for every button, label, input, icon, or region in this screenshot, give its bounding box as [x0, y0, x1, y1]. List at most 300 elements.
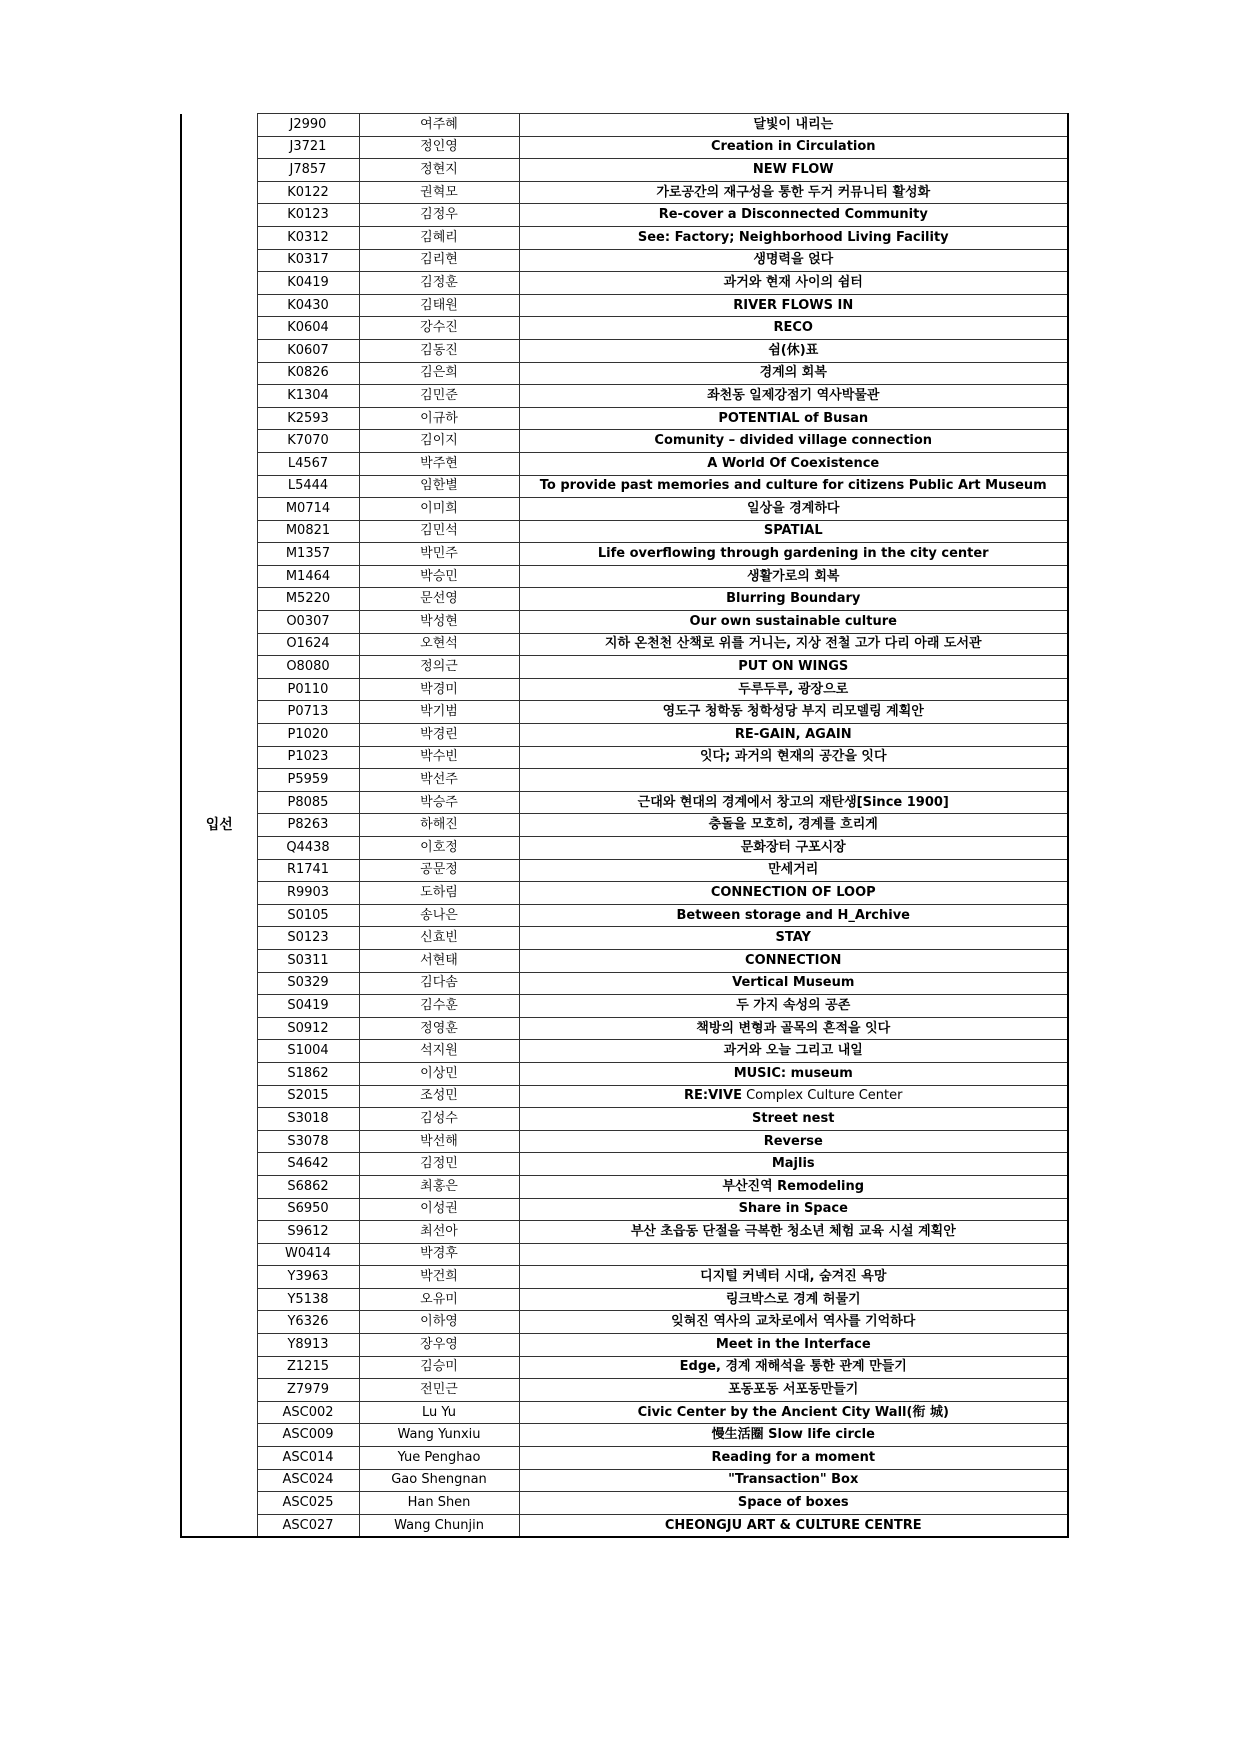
project-title-text: Blurring Boundary — [726, 591, 861, 607]
entrant-name-cell: 이호정 — [359, 837, 519, 860]
project-title-cell — [519, 1447, 1068, 1470]
entrant-name-cell: 박경후 — [359, 1243, 519, 1266]
entry-id-cell: ASC027 — [257, 1514, 359, 1537]
table-row — [181, 633, 1068, 656]
project-title-text: A World Of Coexistence — [707, 455, 880, 471]
entry-id-cell: K2593 — [257, 407, 359, 430]
project-title-cell — [519, 1424, 1068, 1447]
table-row — [181, 407, 1068, 430]
table-row — [181, 1311, 1068, 1334]
entry-id-cell: S1004 — [257, 1040, 359, 1063]
table-row — [181, 1198, 1068, 1221]
entry-id-cell: M0821 — [257, 520, 359, 543]
project-title-text: Majlis — [771, 1156, 815, 1172]
project-title-cell — [519, 1040, 1068, 1063]
entry-id-cell: K0607 — [257, 339, 359, 362]
entry-id-cell: K0430 — [257, 294, 359, 317]
project-title-cell — [519, 1334, 1068, 1357]
entrant-name-cell: 이미희 — [359, 498, 519, 521]
entry-id-cell: S3018 — [257, 1108, 359, 1131]
entry-id-cell: K7070 — [257, 430, 359, 453]
project-title-cell — [519, 1198, 1068, 1221]
project-title-cell — [519, 678, 1068, 701]
table-row — [181, 1085, 1068, 1108]
results-table-body — [181, 114, 1068, 1538]
entry-id-cell: Z7979 — [257, 1379, 359, 1402]
entrant-name-cell: 최홍은 — [359, 1175, 519, 1198]
entrant-name-cell: 김수훈 — [359, 995, 519, 1018]
entrant-name-cell: 김정민 — [359, 1153, 519, 1176]
project-title-text: 부산진역 Remodeling — [722, 1178, 865, 1194]
project-title-cell — [519, 1243, 1068, 1266]
project-title-text: Life overflowing through gardening in the city center — [597, 546, 989, 562]
project-title-cell — [519, 1085, 1068, 1108]
table-row — [181, 814, 1068, 837]
table-row — [181, 204, 1068, 227]
entrant-name-cell: 석지원 — [359, 1040, 519, 1063]
entrant-name-cell: 정인영 — [359, 136, 519, 159]
project-title-text: CONNECTION OF LOOP — [710, 884, 876, 900]
entry-id-cell: M5220 — [257, 588, 359, 611]
project-title-cell — [519, 430, 1068, 453]
entry-id-cell: K0317 — [257, 249, 359, 272]
table-row — [181, 656, 1068, 679]
project-title-text: To provide past memories and culture for citizens Public Art Museum — [539, 478, 1047, 494]
project-title-text: 영도구 청학동 청학성당 부지 리모델링 계획안 — [662, 704, 924, 720]
entry-id-cell: Y8913 — [257, 1334, 359, 1357]
project-title-cell — [519, 769, 1068, 792]
project-title-cell — [519, 159, 1068, 182]
entrant-name-cell: 오유미 — [359, 1288, 519, 1311]
project-title-cell — [519, 1311, 1068, 1334]
entrant-name-cell: 박기범 — [359, 701, 519, 724]
project-title-text: 경계의 회복 — [759, 365, 827, 381]
project-title-text: 잇다; 과거의 현재의 공간을 잇다 — [699, 749, 887, 765]
project-title-text: 두루두루, 광장으로 — [738, 681, 849, 697]
table-row — [181, 114, 1068, 137]
table-row — [181, 339, 1068, 362]
table-row — [181, 498, 1068, 521]
entrant-name-cell: 신효빈 — [359, 927, 519, 950]
project-title-text: Street nest — [752, 1110, 835, 1126]
table-row — [181, 611, 1068, 634]
entry-id-cell: L4567 — [257, 452, 359, 475]
table-row — [181, 837, 1068, 860]
entrant-name-cell: 박경미 — [359, 678, 519, 701]
entry-id-cell: ASC014 — [257, 1447, 359, 1470]
table-row — [181, 294, 1068, 317]
entrant-name-cell: 김태원 — [359, 294, 519, 317]
project-title-cell — [519, 565, 1068, 588]
project-title-text: 잊혀진 역사의 교차로에서 역사를 기억하다 — [671, 1314, 916, 1330]
project-title-cell — [519, 407, 1068, 430]
entry-id-cell: M1357 — [257, 543, 359, 566]
entrant-name-cell: 박승주 — [359, 791, 519, 814]
project-title-cell — [519, 1401, 1068, 1424]
entry-id-cell: Y3963 — [257, 1266, 359, 1289]
entrant-name-cell: 김다솜 — [359, 972, 519, 995]
entrant-name-cell: 김리현 — [359, 249, 519, 272]
table-row — [181, 995, 1068, 1018]
table-row — [181, 159, 1068, 182]
project-title-cell — [519, 317, 1068, 340]
project-title-suffix: Complex Culture Center — [741, 1088, 903, 1104]
entrant-name-cell: 김혜리 — [359, 226, 519, 249]
entrant-name-cell: 권혁모 — [359, 181, 519, 204]
entry-id-cell: S1862 — [257, 1062, 359, 1085]
project-title-text: 가로공간의 재구성을 통한 두거 커뮤니티 활성화 — [656, 184, 931, 200]
project-title-cell — [519, 859, 1068, 882]
entrant-name-cell: 박주현 — [359, 452, 519, 475]
entry-id-cell: O8080 — [257, 656, 359, 679]
project-title-text: RE:VIVE — [684, 1088, 742, 1104]
project-title-text: 충돌을 모호히, 경계를 흐리게 — [708, 817, 878, 833]
project-title-text: 달빛이 내리는 — [753, 116, 834, 132]
entrant-name-cell: 도하림 — [359, 882, 519, 905]
project-title-cell — [519, 1062, 1068, 1085]
entrant-name-cell: 조성민 — [359, 1085, 519, 1108]
project-title-cell — [519, 1130, 1068, 1153]
entry-id-cell: P1023 — [257, 746, 359, 769]
entrant-name-cell: 박선해 — [359, 1130, 519, 1153]
project-title-cell — [519, 746, 1068, 769]
entrant-name-cell: 임한별 — [359, 475, 519, 498]
entry-id-cell: K0122 — [257, 181, 359, 204]
entry-id-cell: ASC025 — [257, 1492, 359, 1515]
table-row — [181, 1288, 1068, 1311]
table-row — [181, 136, 1068, 159]
project-title-cell — [519, 520, 1068, 543]
entry-id-cell: Y6326 — [257, 1311, 359, 1334]
table-row — [181, 882, 1068, 905]
entrant-name-cell: Yue Penghao — [359, 1447, 519, 1470]
entry-id-cell: S3078 — [257, 1130, 359, 1153]
project-title-cell — [519, 498, 1068, 521]
entrant-name-cell: 오현석 — [359, 633, 519, 656]
entry-id-cell: K0312 — [257, 226, 359, 249]
entrant-name-cell: 박수빈 — [359, 746, 519, 769]
project-title-cell — [519, 949, 1068, 972]
project-title-cell — [519, 294, 1068, 317]
entrant-name-cell: 김동진 — [359, 339, 519, 362]
project-title-cell — [519, 1221, 1068, 1244]
table-row — [181, 1175, 1068, 1198]
project-title-text: 책방의 변형과 골목의 흔적을 잇다 — [696, 1020, 891, 1036]
project-title-cell — [519, 114, 1068, 137]
table-row — [181, 1469, 1068, 1492]
table-row — [181, 1040, 1068, 1063]
project-title-cell — [519, 362, 1068, 385]
table-row — [181, 791, 1068, 814]
project-title-text: 디지털 커넥터 시대, 숨겨진 욕망 — [700, 1269, 887, 1285]
table-row — [181, 588, 1068, 611]
entrant-name-cell: Gao Shengnan — [359, 1469, 519, 1492]
table-row — [181, 226, 1068, 249]
table-row — [181, 430, 1068, 453]
project-title-text: 과거와 오늘 그리고 내일 — [723, 1043, 863, 1059]
project-title-text: 링크박스로 경계 허물기 — [725, 1291, 861, 1307]
project-title-text: 만세거리 — [768, 862, 819, 878]
entrant-name-cell: 문선영 — [359, 588, 519, 611]
entry-id-cell: ASC002 — [257, 1401, 359, 1424]
project-title-text: 포동포동 서포동만들기 — [728, 1382, 859, 1398]
entry-id-cell: S0311 — [257, 949, 359, 972]
project-title-cell — [519, 452, 1068, 475]
project-title-cell — [519, 656, 1068, 679]
entry-id-cell: J7857 — [257, 159, 359, 182]
entrant-name-cell: 서현태 — [359, 949, 519, 972]
entry-id-cell: S0912 — [257, 1017, 359, 1040]
results-table — [180, 113, 1069, 1538]
project-title-text: RECO — [773, 320, 813, 336]
entrant-name-cell: Wang Chunjin — [359, 1514, 519, 1537]
table-row — [181, 1447, 1068, 1470]
project-title-cell — [519, 249, 1068, 272]
table-row — [181, 452, 1068, 475]
project-title-text: PUT ON WINGS — [738, 659, 849, 675]
results-sheet — [180, 113, 1067, 1538]
entry-id-cell: P8263 — [257, 814, 359, 837]
entrant-name-cell: 정영훈 — [359, 1017, 519, 1040]
project-title-cell — [519, 181, 1068, 204]
entry-id-cell: S0105 — [257, 904, 359, 927]
entry-id-cell: S4642 — [257, 1153, 359, 1176]
project-title-cell — [519, 837, 1068, 860]
entrant-name-cell: 김은희 — [359, 362, 519, 385]
project-title-cell — [519, 814, 1068, 837]
project-title-cell — [519, 904, 1068, 927]
project-title-text: 일상을 경계하다 — [747, 500, 840, 516]
entry-id-cell: S0419 — [257, 995, 359, 1018]
entry-id-cell: P0713 — [257, 701, 359, 724]
entry-id-cell: L5444 — [257, 475, 359, 498]
table-row — [181, 1492, 1068, 1515]
table-row — [181, 949, 1068, 972]
project-title-text: POTENTIAL of Busan — [718, 410, 869, 426]
project-title-text: Vertical Museum — [732, 975, 855, 991]
project-title-text: CONNECTION — [745, 952, 842, 968]
project-title-cell — [519, 339, 1068, 362]
project-title-text: Civic Center by the Ancient City Wall(衔 城) — [637, 1404, 949, 1420]
entrant-name-cell: 공문정 — [359, 859, 519, 882]
entrant-name-cell: 장우영 — [359, 1334, 519, 1357]
entry-id-cell: Z1215 — [257, 1356, 359, 1379]
project-title-text: Reverse — [763, 1133, 823, 1149]
table-row — [181, 317, 1068, 340]
entry-id-cell: W0414 — [257, 1243, 359, 1266]
entry-id-cell: K0419 — [257, 272, 359, 295]
table-row — [181, 927, 1068, 950]
project-title-cell — [519, 475, 1068, 498]
entrant-name-cell: 이성권 — [359, 1198, 519, 1221]
entry-id-cell: ASC009 — [257, 1424, 359, 1447]
project-title-text: 생명력을 얹다 — [753, 252, 834, 268]
entrant-name-cell: Wang Yunxiu — [359, 1424, 519, 1447]
table-row — [181, 249, 1068, 272]
entrant-name-cell: 정현지 — [359, 159, 519, 182]
table-row — [181, 1379, 1068, 1402]
entry-id-cell: M0714 — [257, 498, 359, 521]
table-row — [181, 1108, 1068, 1131]
project-title-text: RE-GAIN, AGAIN — [734, 726, 852, 742]
entrant-name-cell: 송나은 — [359, 904, 519, 927]
table-row — [181, 1401, 1068, 1424]
project-title-text: MUSIC: museum — [733, 1065, 853, 1081]
project-title-text: Re-cover a Disconnected Community — [658, 207, 928, 223]
project-title-cell — [519, 1153, 1068, 1176]
table-row — [181, 543, 1068, 566]
table-row — [181, 678, 1068, 701]
project-title-cell — [519, 204, 1068, 227]
entry-id-cell: O1624 — [257, 633, 359, 656]
project-title-cell — [519, 701, 1068, 724]
table-row — [181, 1334, 1068, 1357]
entry-id-cell: J2990 — [257, 114, 359, 137]
project-title-text: STAY — [775, 930, 811, 946]
project-title-text: Our own sustainable culture — [689, 613, 897, 629]
entrant-name-cell: Lu Yu — [359, 1401, 519, 1424]
project-title-text: See: Factory; Neighborhood Living Facility — [637, 229, 949, 245]
entrant-name-cell: 박경린 — [359, 724, 519, 747]
project-title-cell — [519, 791, 1068, 814]
entry-id-cell: S6950 — [257, 1198, 359, 1221]
category-label: 입선 — [181, 114, 257, 1538]
project-title-text: CHEONGJU ART & CULTURE CENTRE — [664, 1517, 922, 1533]
project-title-text: Share in Space — [738, 1201, 848, 1217]
entrant-name-cell: 여주혜 — [359, 114, 519, 137]
entrant-name-cell: 이상민 — [359, 1062, 519, 1085]
table-row — [181, 565, 1068, 588]
project-title-cell — [519, 972, 1068, 995]
project-title-text: 쉼(休)표 — [768, 342, 819, 358]
entry-id-cell: P1020 — [257, 724, 359, 747]
entry-id-cell: K0123 — [257, 204, 359, 227]
entrant-name-cell: 박성현 — [359, 611, 519, 634]
entry-id-cell: S2015 — [257, 1085, 359, 1108]
table-row — [181, 1017, 1068, 1040]
entrant-name-cell: 이규하 — [359, 407, 519, 430]
entrant-name-cell: 김성수 — [359, 1108, 519, 1131]
project-title-cell — [519, 1514, 1068, 1537]
entry-id-cell: K0826 — [257, 362, 359, 385]
project-title-cell — [519, 1017, 1068, 1040]
table-row — [181, 385, 1068, 408]
project-title-text: 근대와 현대의 경계에서 창고의 재탄생[Since 1900] — [637, 794, 949, 810]
project-title-cell — [519, 1379, 1068, 1402]
project-title-cell — [519, 611, 1068, 634]
table-row — [181, 972, 1068, 995]
entrant-name-cell: 김이지 — [359, 430, 519, 453]
entrant-name-cell: 박민주 — [359, 543, 519, 566]
entrant-name-cell: 정의근 — [359, 656, 519, 679]
table-row — [181, 859, 1068, 882]
project-title-text: 문화장터 구포시장 — [740, 839, 846, 855]
entrant-name-cell: 김승미 — [359, 1356, 519, 1379]
entry-id-cell: K1304 — [257, 385, 359, 408]
table-row — [181, 1514, 1068, 1537]
table-row — [181, 1130, 1068, 1153]
entry-id-cell: M1464 — [257, 565, 359, 588]
project-title-text: 좌천동 일제강점기 역사박물관 — [707, 387, 880, 403]
project-title-text: 생활가로의 회복 — [747, 568, 840, 584]
project-title-cell — [519, 543, 1068, 566]
entry-id-cell: Y5138 — [257, 1288, 359, 1311]
entry-id-cell: K0604 — [257, 317, 359, 340]
table-row — [181, 520, 1068, 543]
project-title-cell — [519, 1108, 1068, 1131]
table-row — [181, 1153, 1068, 1176]
project-title-text: Meet in the Interface — [715, 1336, 871, 1352]
entrant-name-cell: 박승민 — [359, 565, 519, 588]
project-title-cell — [519, 226, 1068, 249]
entry-id-cell: S0123 — [257, 927, 359, 950]
table-row — [181, 272, 1068, 295]
project-title-cell — [519, 633, 1068, 656]
project-title-cell — [519, 588, 1068, 611]
entrant-name-cell: 박선주 — [359, 769, 519, 792]
table-row — [181, 904, 1068, 927]
project-title-cell — [519, 1356, 1068, 1379]
entry-id-cell: P5959 — [257, 769, 359, 792]
table-row — [181, 1243, 1068, 1266]
table-row — [181, 701, 1068, 724]
project-title-cell — [519, 724, 1068, 747]
entry-id-cell: J3721 — [257, 136, 359, 159]
project-title-text: 지하 온천천 산책로 위를 거니는, 지상 전철 고가 다리 아래 도서관 — [604, 636, 982, 652]
entrant-name-cell: 김정훈 — [359, 272, 519, 295]
table-row — [181, 1424, 1068, 1447]
project-title-text: 과거와 현재 사이의 쉼터 — [723, 274, 863, 290]
project-title-text: Edge, 경계 재해석을 통한 관계 만들기 — [679, 1359, 907, 1375]
entrant-name-cell: 김정우 — [359, 204, 519, 227]
project-title-cell — [519, 136, 1068, 159]
project-title-text: Space of boxes — [737, 1495, 849, 1511]
project-title-text: 부산 초읍동 단절을 극복한 청소년 체험 교육 시설 계획안 — [630, 1223, 956, 1239]
project-title-text: NEW FLOW — [752, 161, 834, 177]
project-title-text: Reading for a moment — [711, 1449, 876, 1465]
entrant-name-cell: 전민근 — [359, 1379, 519, 1402]
entry-id-cell: P0110 — [257, 678, 359, 701]
entrant-name-cell: 박건희 — [359, 1266, 519, 1289]
entry-id-cell: O0307 — [257, 611, 359, 634]
table-row — [181, 362, 1068, 385]
project-title-cell — [519, 927, 1068, 950]
project-title-cell — [519, 1266, 1068, 1289]
project-title-cell — [519, 272, 1068, 295]
table-row — [181, 1266, 1068, 1289]
entry-id-cell: P8085 — [257, 791, 359, 814]
project-title-cell — [519, 1469, 1068, 1492]
entry-id-cell: R9903 — [257, 882, 359, 905]
entry-id-cell: Q4438 — [257, 837, 359, 860]
project-title-cell — [519, 1492, 1068, 1515]
table-row — [181, 475, 1068, 498]
entry-id-cell: R1741 — [257, 859, 359, 882]
project-title-cell — [519, 1175, 1068, 1198]
entrant-name-cell: 최선아 — [359, 1221, 519, 1244]
entry-id-cell: ASC024 — [257, 1469, 359, 1492]
entry-id-cell: S9612 — [257, 1221, 359, 1244]
table-row — [181, 746, 1068, 769]
project-title-text: RIVER FLOWS IN — [733, 297, 854, 313]
project-title-text: Comunity – divided village connection — [654, 433, 933, 449]
project-title-text: Creation in Circulation — [710, 139, 876, 155]
entrant-name-cell: 하해진 — [359, 814, 519, 837]
project-title-cell — [519, 995, 1068, 1018]
project-title-text: SPATIAL — [763, 523, 823, 539]
project-title-cell — [519, 882, 1068, 905]
table-row — [181, 1356, 1068, 1379]
